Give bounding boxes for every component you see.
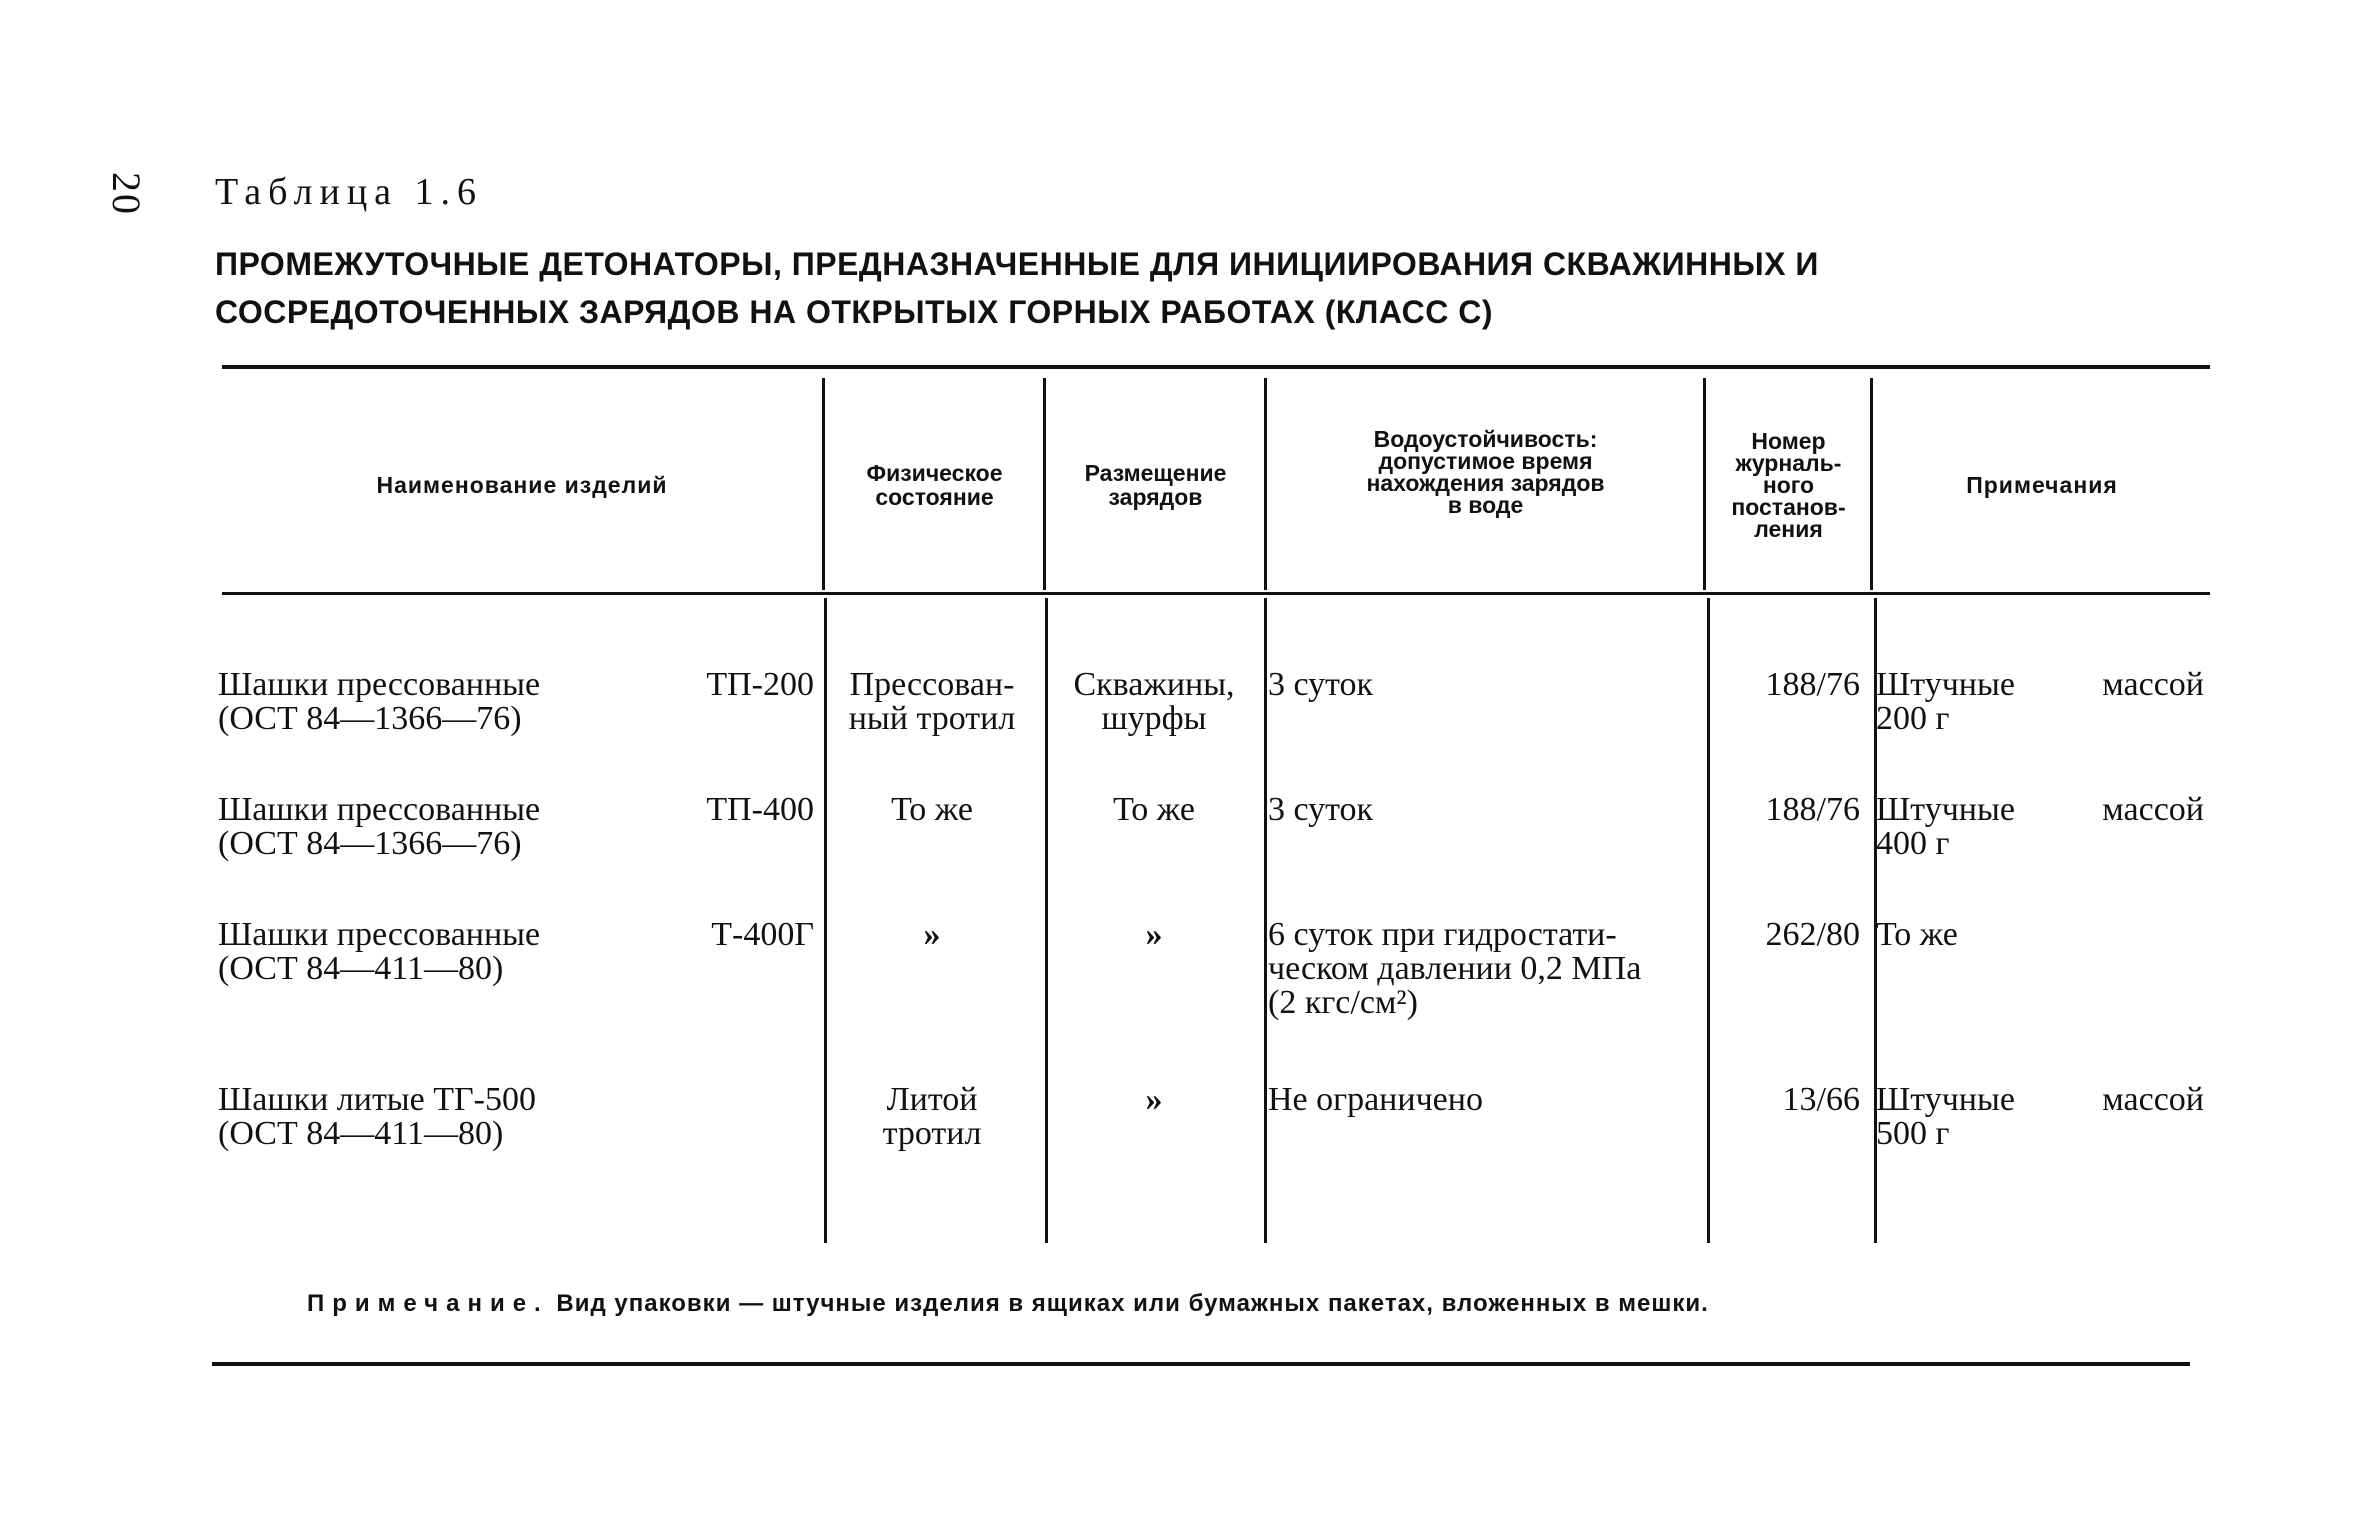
row-note-a: То же <box>1876 916 1958 953</box>
header-divider <box>1264 378 1267 590</box>
row-name-b: Т-400Г <box>711 916 814 953</box>
row-name-a: Шашки прессованные <box>218 916 541 953</box>
row-note-a: Штучные <box>1876 666 2015 703</box>
row-name-b: ТП-400 <box>706 791 814 828</box>
table-row-4-physical: Литой тротил <box>882 1081 982 1152</box>
table-row-1-name <box>218 668 814 736</box>
header-divider <box>1703 378 1706 590</box>
header-divider <box>822 378 825 590</box>
table-row-2-water: 3 суток <box>1268 791 1374 828</box>
table-row-2-number: 188/76 <box>1765 791 1860 828</box>
table-row-3-note <box>1876 918 2204 952</box>
table-row-1-placement: Скважины, шурфы <box>1073 666 1235 737</box>
table-row-4-placement: » <box>1145 1081 1163 1118</box>
row-note-b: массой <box>2102 791 2204 828</box>
bottom-rule <box>212 1362 2190 1366</box>
row-name-line2: (ОСТ 84—1366—76) <box>218 700 522 737</box>
header-notes: Примечания <box>1966 472 2118 498</box>
header-placement: Размещение зарядов <box>1084 460 1227 510</box>
table-label: Таблица 1.6 <box>215 171 484 213</box>
table-row-2-note <box>1876 793 2204 861</box>
table-row-3-name <box>218 918 814 986</box>
table-row-1-water: 3 суток <box>1268 666 1374 703</box>
row-note-b: массой <box>2102 1081 2204 1118</box>
body-divider <box>1264 598 1267 1243</box>
row-name-line2: (ОСТ 84—1366—76) <box>218 825 522 862</box>
row-name-b: ТП-200 <box>706 666 814 703</box>
table-row-1-number: 188/76 <box>1765 666 1860 703</box>
table-row-3-number: 262/80 <box>1765 916 1860 953</box>
header-bottom-rule <box>222 592 2210 595</box>
page-number: 20 <box>104 172 149 216</box>
row-name-line2: (ОСТ 84—411—80) <box>218 1115 504 1152</box>
row-name-a: Шашки прессованные <box>218 791 541 828</box>
row-name-a: Шашки прессованные <box>218 666 541 703</box>
table-top-rule <box>222 365 2210 369</box>
footnote <box>307 1290 1709 1318</box>
table-row-3-placement: » <box>1145 916 1163 953</box>
body-divider <box>1707 598 1710 1243</box>
row-note-line2: 200 г <box>1876 700 1950 737</box>
table-row-2-placement: То же <box>1113 791 1195 828</box>
header-divider <box>1043 378 1046 590</box>
row-name-line2: (ОСТ 84—411—80) <box>218 950 504 987</box>
row-note-line2: 400 г <box>1876 825 1950 862</box>
table-row-2-physical: То же <box>891 791 973 828</box>
footnote-text: Вид упаковки — штучные изделия в ящиках или бумажных пакетах, вложенных в мешки. <box>556 1290 1709 1317</box>
header-name: Наименование изделий <box>376 472 668 498</box>
footnote-label: Примечание. <box>307 1290 549 1317</box>
table-row-1-physical: Прессован- ный тротил <box>848 666 1016 737</box>
row-name-a: Шашки литые ТГ-500 <box>218 1081 536 1118</box>
header-number: Номер журналь- ного постанов- ления <box>1731 428 1846 542</box>
table-row-4-number: 13/66 <box>1782 1081 1860 1118</box>
table-row-1-note <box>1876 668 2204 736</box>
table-row-3-physical: » <box>923 916 941 953</box>
body-divider <box>1045 598 1048 1243</box>
body-divider <box>824 598 827 1243</box>
table-row-4-note <box>1876 1083 2204 1151</box>
row-note-line2: 500 г <box>1876 1115 1950 1152</box>
header-physical: Физическое состояние <box>866 460 1003 510</box>
header-divider <box>1870 378 1873 590</box>
row-note-a: Штучные <box>1876 791 2015 828</box>
table-row-4-water: Не ограничено <box>1268 1081 1483 1118</box>
row-note-a: Штучные <box>1876 1081 2015 1118</box>
table-row-4-name <box>218 1083 814 1151</box>
header-water: Водоустойчивость: допустимое время нахождения зарядов в воде <box>1366 426 1605 518</box>
table-title: ПРОМЕЖУТОЧНЫЕ ДЕТОНАТОРЫ, ПРЕДНАЗНАЧЕННЫЕ ДЛЯ ИНИЦИИРОВАНИЯ СКВАЖИННЫХ И СОСРЕДОТОЧЕННЫХ ЗАРЯДОВ НА ОТКРЫТЫХ ГОРНЫХ РАБОТАХ (КЛАСС С) <box>215 246 1819 330</box>
table-row-3-water: 6 суток при гидростати- ческом давлении 0,2 МПа (2 кгс/см²) <box>1268 916 1642 1021</box>
table-row-2-name <box>218 793 814 861</box>
row-note-b: массой <box>2102 666 2204 703</box>
